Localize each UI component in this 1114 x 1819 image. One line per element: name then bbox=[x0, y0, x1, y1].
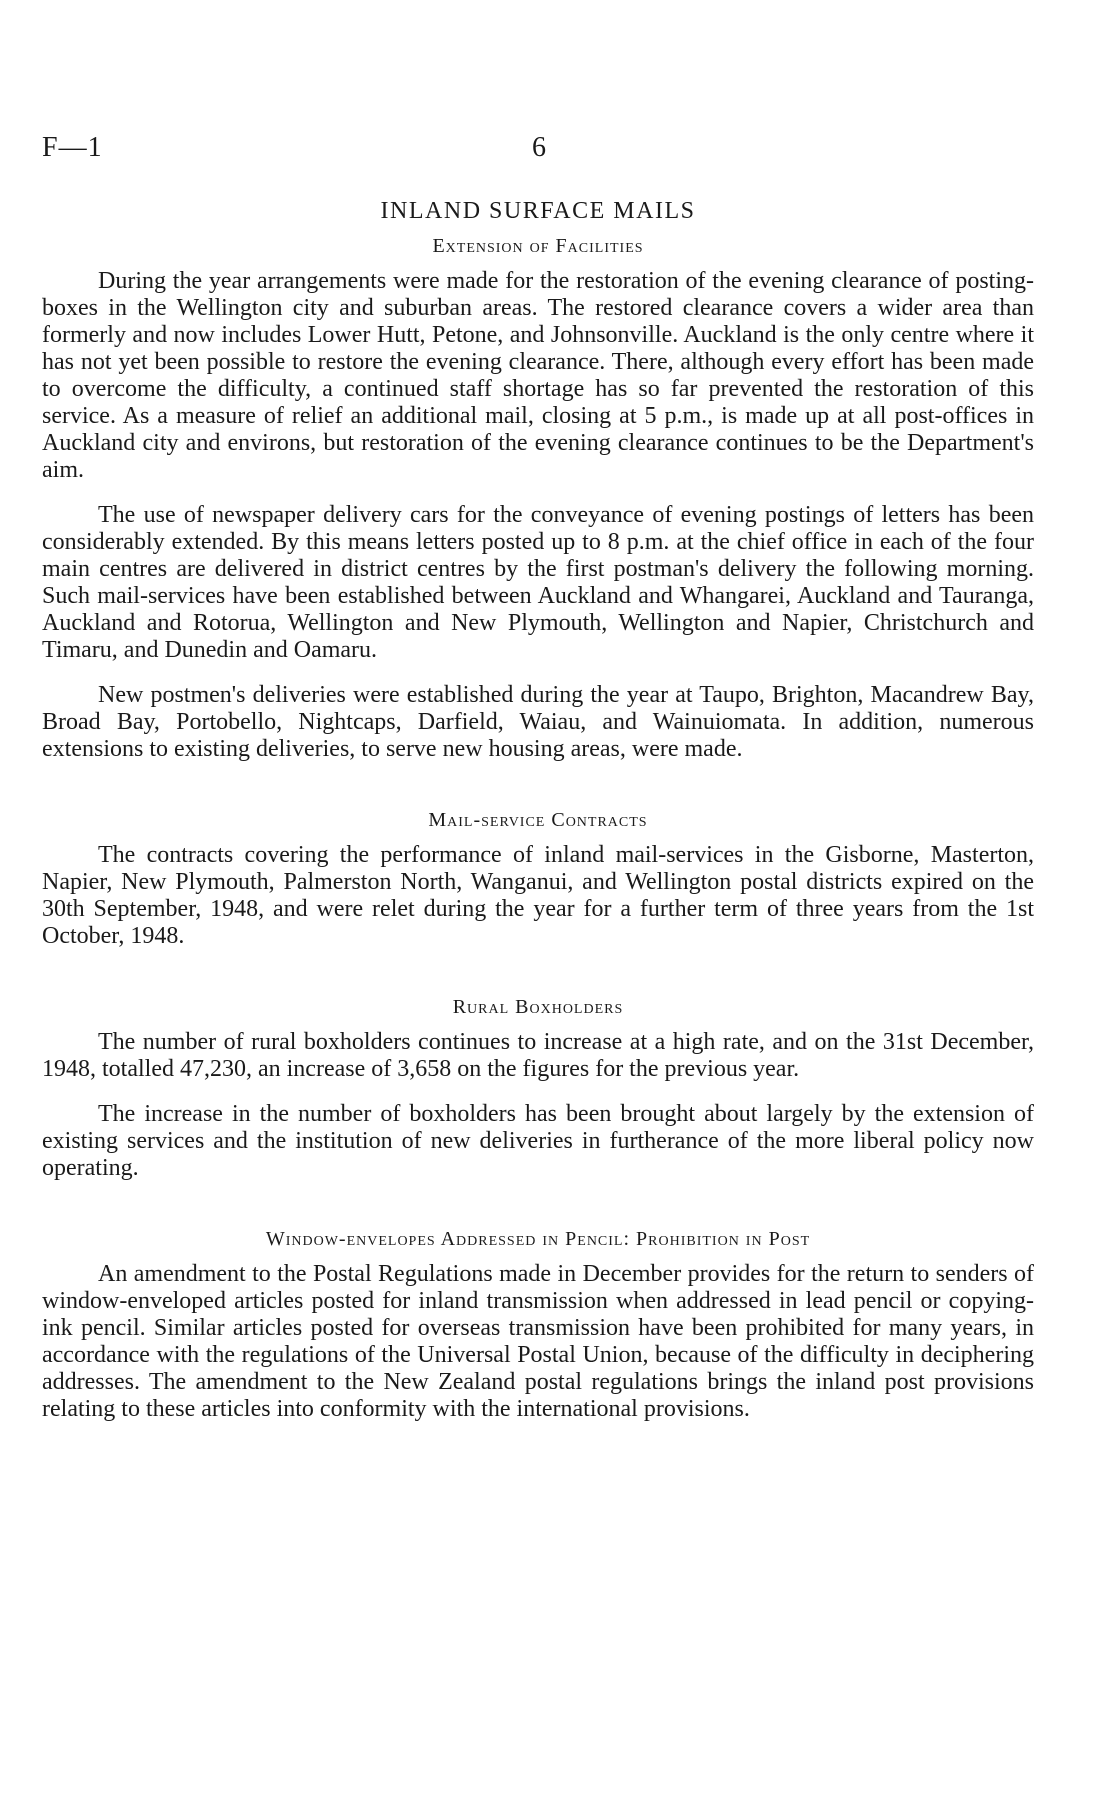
section-subtitle: Extension of Facilities bbox=[432, 235, 644, 257]
paragraph: An amendment to the Postal Regulations made in December provides for the return to senders of window-enveloped articles posted for inland transmission when addressed in lead pencil or copying-ink pencil. Similar articles posted for overseas transmission have been prohibited for many years, in accordance with the regulations of the Universal Postal Union, because of the difficulty in deciphering addresses. The amendment to the New Zealand postal regulations brings the inland post provisions relating to these articles into conformity with the international provisions. bbox=[42, 1261, 1034, 1422]
section-subtitle: Window-envelopes Addressed in Pencil: Prohibition in Post bbox=[265, 1228, 811, 1250]
paragraph: The contracts covering the performance of inland mail-services in the Gisborne, Masterton, Napier, New Plymouth, Palmerston North, Wanganui, and Wellington postal districts expired on the 30th September, 1948, and were relet during the year for a further term of three years from the 1st October, 1948. bbox=[42, 842, 1034, 949]
page-header bbox=[42, 132, 1042, 172]
paragraph: The increase in the number of boxholders has been brought about largely by the extension of existing services and the institution of new deliveries in furtherance of the more liberal policy now operating. bbox=[42, 1101, 1034, 1181]
page-body bbox=[42, 198, 1034, 1423]
section-rural-boxholders bbox=[42, 996, 1034, 1182]
paragraph: During the year arrangements were made for the restoration of the evening clearance of posting-boxes in the Wellington city and suburban areas. The restored clearance covers a wider area than formerly and now includes Lower Hutt, Petone, and Johnsonville. Auckland is the only centre where it has not yet been possible to restore the evening clearance. There, although every effort has been made to overcome the difficulty, a continued staff shortage has so far prevented the restoration of this service. As a measure of relief an additional mail, closing at 5 p.m., is made up at all post-offices in Auckland city and environs, but restoration of the evening clearance continues to be the Department's aim. bbox=[42, 268, 1034, 483]
section-subtitle: Mail-service Contracts bbox=[428, 809, 648, 831]
section-inland-surface-mails bbox=[42, 198, 1034, 763]
document-reference: F—1 bbox=[42, 132, 103, 163]
paragraph: New postmen's deliveries were established during the year at Taupo, Brighton, Macandrew Bay, Broad Bay, Portobello, Nightcaps, Darfield, Waiau, and Wainuiomata. In addition, numerous extensions to existing deliveries, to serve new housing areas, were made. bbox=[42, 682, 1034, 762]
section-title: INLAND SURFACE MAILS bbox=[380, 198, 696, 224]
section-subtitle: Rural Boxholders bbox=[452, 996, 624, 1018]
paragraph: The number of rural boxholders continues to increase at a high rate, and on the 31st December, 1948, totalled 47,230, an increase of 3,658 on the figures for the previous year. bbox=[42, 1029, 1034, 1082]
section-window-envelopes bbox=[42, 1228, 1034, 1423]
paragraph: The use of newspaper delivery cars for the conveyance of evening postings of letters has been considerably extended. By this means letters posted up to 8 p.m. at the chief office in each of the four main centres are delivered in district centres by the first postman's delivery the following morning. Such mail-services have been established between Auckland and Whangarei, Auckland and Tauranga, Auckland and Rotorua, Wellington and New Plymouth, Wellington and Napier, Christchurch and Timaru, and Dunedin and Oamaru. bbox=[42, 502, 1034, 663]
page-number: 6 bbox=[532, 132, 546, 163]
section-mail-service-contracts bbox=[42, 809, 1034, 950]
